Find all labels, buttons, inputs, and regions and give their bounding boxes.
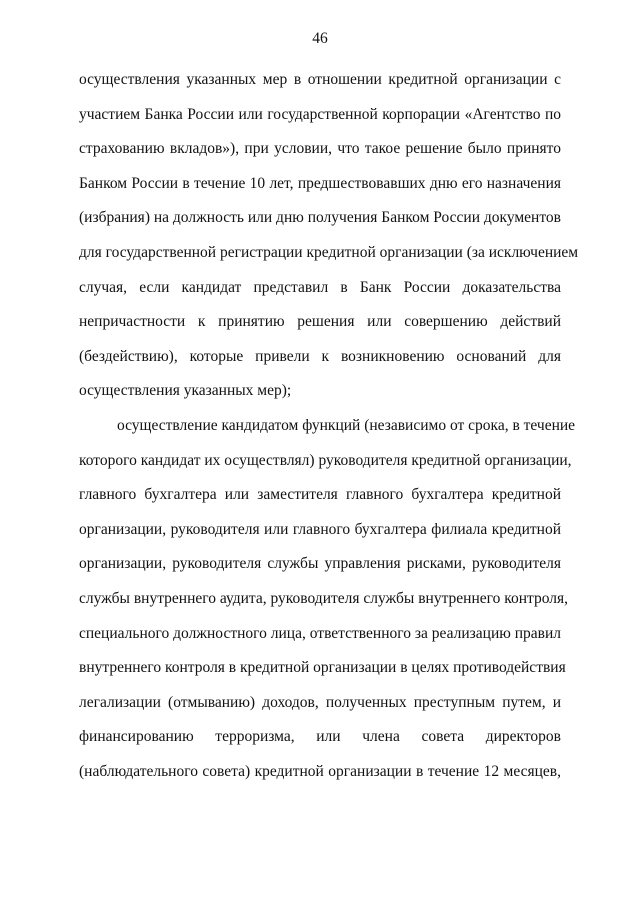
paragraph-1 — [79, 63, 579, 409]
text-line: специального должностного лица, ответственного за реализацию правил — [79, 624, 561, 642]
text-line: финансированию терроризма, или члена совета директоров — [79, 728, 561, 746]
text-line: страхованию вкладов»), при условии, что такое решение было принято — [79, 140, 561, 158]
text-line: Банком России в течение 10 лет, предшествовавших дню его назначения — [79, 174, 561, 192]
text-line: участием Банка России или государственной корпорации «Агентство по — [79, 105, 561, 123]
text-line: осуществление кандидатом функций (независимо от срока, в течение — [117, 416, 576, 434]
text-line: организации, руководителя или главного бухгалтера филиала кредитной — [79, 520, 561, 538]
text-line: внутреннего контроля в кредитной организации в целях противодействия — [79, 659, 566, 677]
page-number: 46 — [312, 30, 328, 47]
text-line: легализации (отмыванию) доходов, полученных преступным путем, и — [79, 693, 561, 711]
text-line: случая, если кандидат представил в Банк России доказательства — [79, 278, 561, 296]
text-line: (бездействию), которые привели к возникновению оснований для — [79, 347, 561, 365]
text-line: организации, руководителя службы управления рисками, руководителя — [79, 555, 561, 573]
text-line: непричастности к принятию решения или совершению действий — [79, 313, 561, 331]
text-line: (избрания) на должность или дню получения Банком России документов — [79, 209, 561, 227]
document-body — [79, 63, 579, 789]
paragraph-2 — [79, 409, 576, 790]
text-line: (наблюдательного совета) кредитной организации в течение 12 месяцев, — [79, 762, 561, 780]
text-line: осуществления указанных мер в отношении кредитной организации с — [79, 71, 561, 88]
text-line: службы внутреннего аудита, руководителя службы внутреннего контроля, — [79, 589, 569, 607]
text-line: для государственной регистрации кредитной организации (за исключением — [79, 243, 579, 261]
text-line: главного бухгалтера или заместителя главного бухгалтера кредитной — [79, 486, 561, 504]
text-line: осуществления указанных мер); — [79, 382, 292, 400]
text-line: которого кандидат их осуществлял) руководителя кредитной организации, — [79, 451, 572, 469]
